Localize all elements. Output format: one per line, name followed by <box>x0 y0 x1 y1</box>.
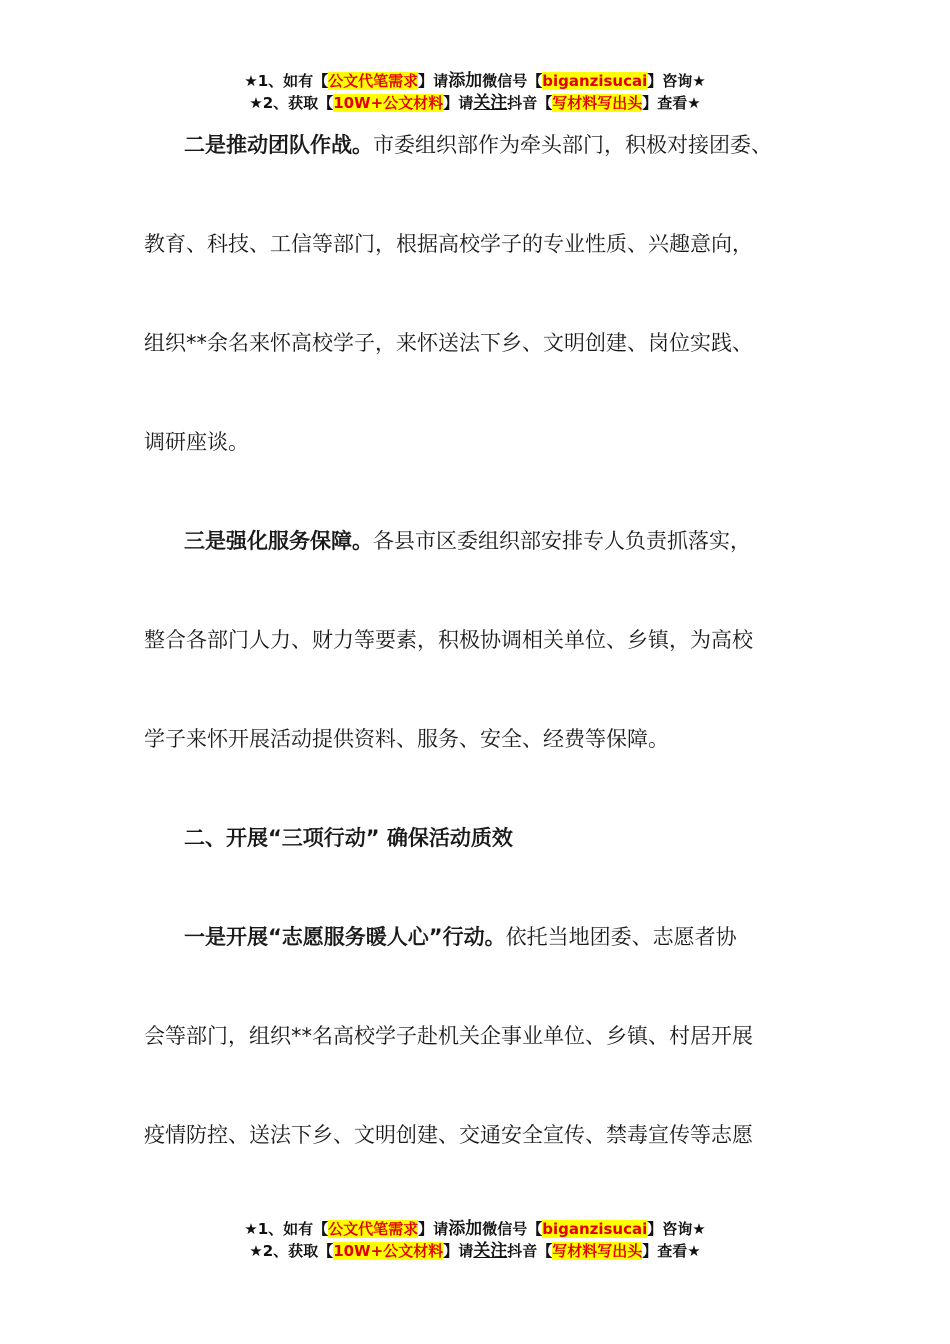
banner-emphasis: 添加 <box>448 71 483 91</box>
section-heading: 二、开展“三项行动” 确保活动质效 <box>184 826 513 850</box>
banner-line-2 <box>0 92 950 114</box>
paragraph-line: 调研座谈。 <box>144 430 249 454</box>
banner-line-2 <box>0 1240 950 1262</box>
paragraph-lead: 三是强化服务保障。 <box>184 529 373 553</box>
banner-text: 抖音【 <box>507 94 553 112</box>
paragraph-lead: 一是开展“志愿服务暖人心”行动。 <box>184 925 506 949</box>
banner-text: 抖音【 <box>507 1242 553 1260</box>
banner-text: 微信号【 <box>482 1220 543 1238</box>
banner-line-1 <box>0 1218 950 1240</box>
paragraph-line: 组织**余名来怀高校学子，来怀送法下乡、文明创建、岗位实践、 <box>144 331 753 355</box>
banner-highlight: biganzisucai <box>542 72 648 90</box>
paragraph-text: 市委组织部作为牵头部门，积极对接团委、 <box>373 133 772 157</box>
banner-highlight: 10W+公文材料 <box>333 1242 444 1260</box>
banner-text: 】请 <box>443 1242 474 1260</box>
paragraph-lead: 二是推动团队作战。 <box>184 133 373 157</box>
paragraph-line <box>144 125 824 224</box>
document-body <box>144 125 824 1214</box>
paragraph-line: 会等部门，组织**名高校学子赴机关企事业单位、乡镇、村居开展 <box>144 1024 753 1048</box>
paragraph-line <box>144 521 824 620</box>
banner-highlight: 公文代笔需求 <box>328 1220 419 1238</box>
paragraph-text: 依托当地团委、志愿者协 <box>505 925 737 949</box>
banner-text: 微信号【 <box>482 72 543 90</box>
banner-highlight: 10W+公文材料 <box>333 94 444 112</box>
banner-text: ★2、获取【 <box>249 1242 334 1260</box>
banner-emphasis: 关注 <box>473 1241 508 1261</box>
banner-emphasis: 关注 <box>473 93 508 113</box>
banner-text: ★2、获取【 <box>249 94 334 112</box>
paragraph-line: 疫情防控、送法下乡、文明创建、交通安全宣传、禁毒宣传等志愿 <box>144 1123 753 1147</box>
banner-highlight: biganzisucai <box>542 1220 648 1238</box>
banner-text: 】咨询★ <box>647 72 706 90</box>
header-banner <box>0 70 950 114</box>
paragraph-line <box>144 917 824 1016</box>
paragraph-text: 各县市区委组织部安排专人负责抓落实， <box>373 529 751 553</box>
banner-highlight: 写材料写出头 <box>552 94 643 112</box>
banner-line-1 <box>0 70 950 92</box>
footer-banner <box>0 1218 950 1262</box>
paragraph-line: 学子来怀开展活动提供资料、服务、安全、经费等保障。 <box>144 727 669 751</box>
banner-text: 】咨询★ <box>647 1220 706 1238</box>
banner-text: 】查看★ <box>642 94 701 112</box>
banner-highlight: 公文代笔需求 <box>328 72 419 90</box>
paragraph-line: 整合各部门人力、财力等要素，积极协调相关单位、乡镇，为高校 <box>144 628 753 652</box>
banner-text: 】请 <box>418 1220 449 1238</box>
banner-emphasis: 添加 <box>448 1219 483 1239</box>
banner-text: 】请 <box>418 72 449 90</box>
banner-text: ★1、如有【 <box>244 1220 329 1238</box>
paragraph-line: 教育、科技、工信等部门，根据高校学子的专业性质、兴趣意向， <box>144 232 753 256</box>
banner-text: ★1、如有【 <box>244 72 329 90</box>
banner-text: 】请 <box>443 94 474 112</box>
banner-highlight: 写材料写出头 <box>552 1242 643 1260</box>
banner-text: 】查看★ <box>642 1242 701 1260</box>
